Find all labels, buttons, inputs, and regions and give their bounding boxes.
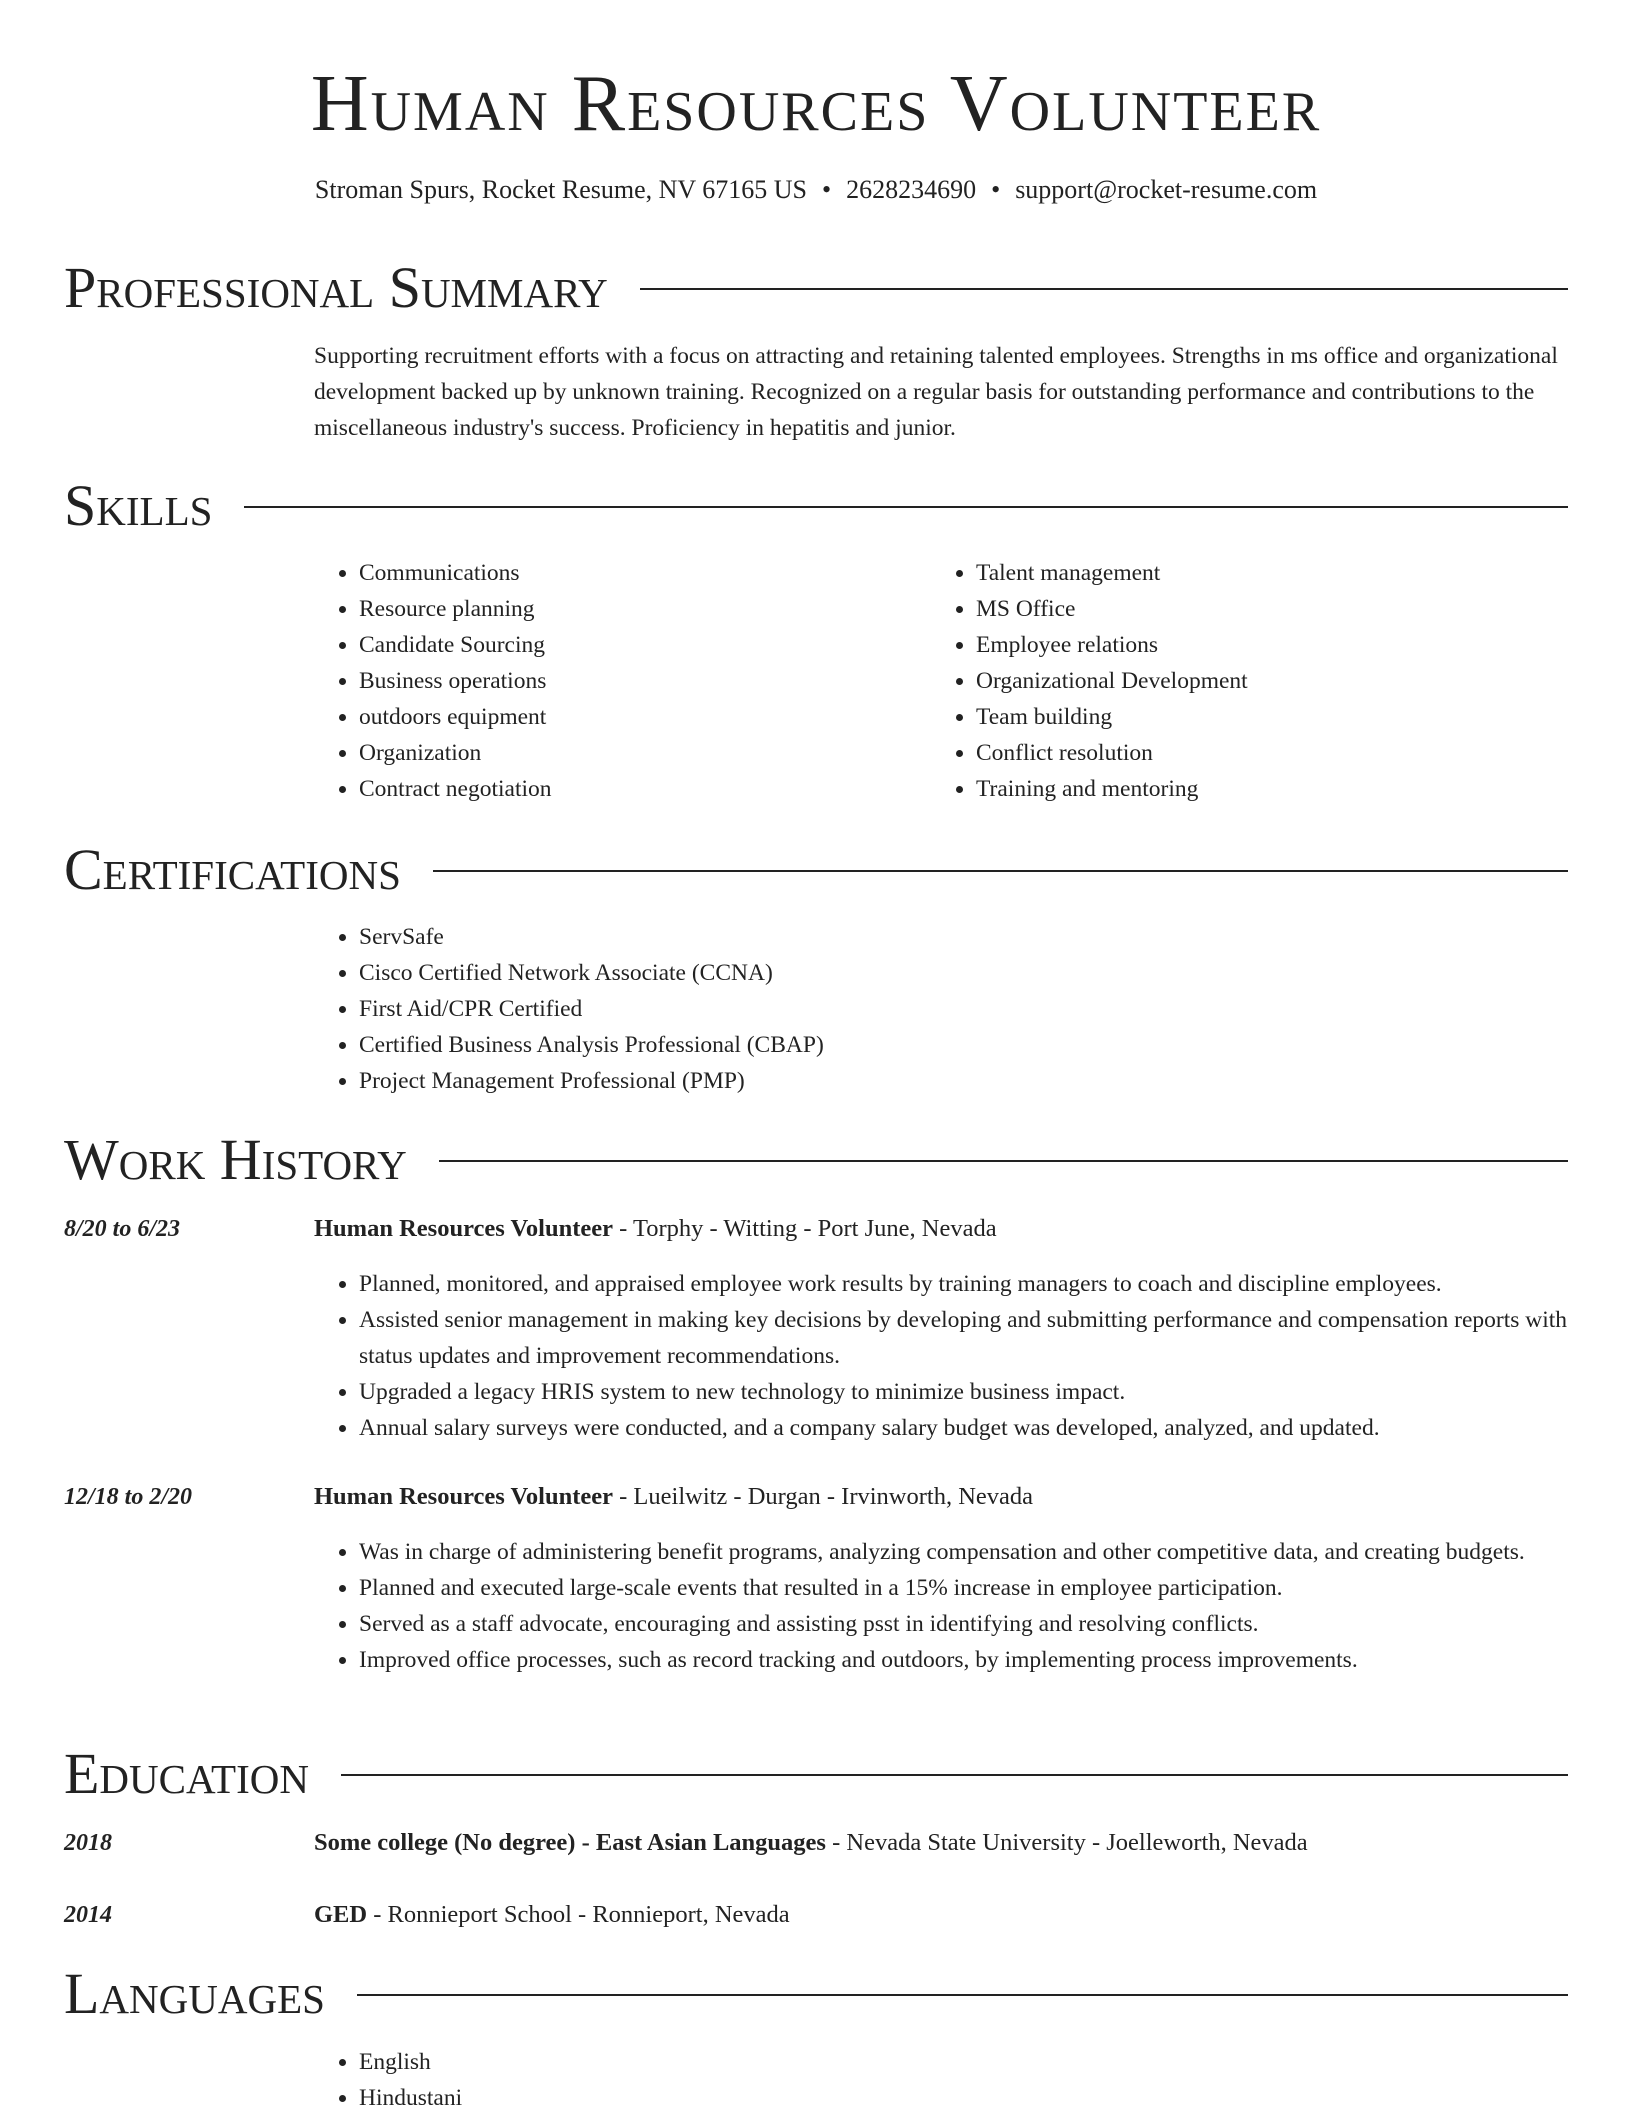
education-year: 2014 <box>64 1902 112 1928</box>
certifications-block <box>314 919 1568 1099</box>
skill-item: • Training and mentoring <box>976 771 1248 807</box>
skills-list-right <box>931 555 1248 807</box>
language-item: • English <box>359 2044 1568 2080</box>
section-divider <box>341 1774 1568 1776</box>
skill-item: • Resource planning <box>359 591 552 627</box>
section-divider <box>433 870 1568 872</box>
job-duties-block <box>314 1266 1568 1446</box>
job-title-line <box>314 1479 1568 1515</box>
languages-section-header <box>64 1961 1568 2026</box>
languages-heading: Languages <box>64 1961 325 2026</box>
education-line <box>314 1825 1568 1861</box>
job-duty-item: • Assisted senior management in making key decisions by developing and submitting performance and compensation reports with status updates and improvement recommendations. <box>359 1302 1568 1374</box>
section-divider <box>640 288 1568 290</box>
contact-separator: • <box>821 175 832 204</box>
job-duty-item: • Served as a staff advocate, encouraging and assisting psst in identifying and resolving conflicts. <box>359 1606 1568 1642</box>
education-heading: Education <box>64 1741 309 1806</box>
contact-line <box>0 173 1632 207</box>
skill-item: • Organization <box>359 735 552 771</box>
job-dates: 8/20 to 6/23 <box>64 1216 181 1242</box>
resume-name: Human Resources Volunteer <box>310 60 1322 148</box>
job-duty-item: • Annual salary surveys were conducted, and a company salary budget was developed, analyzed, and updated. <box>359 1410 1568 1446</box>
job-employer: - Torphy - Witting - Port June, Nevada <box>613 1215 997 1242</box>
job-title: Human Resources Volunteer <box>314 1483 614 1510</box>
job-duty-item: • Was in charge of administering benefit programs, analyzing compensation and other competitive data, and creating budgets. <box>359 1534 1568 1570</box>
job-duty-item: • Improved office processes, such as record tracking and outdoors, by implementing process improvements. <box>359 1642 1568 1678</box>
skill-item: • Candidate Sourcing <box>359 627 552 663</box>
skill-item: • Conflict resolution <box>976 735 1248 771</box>
education-school: - Ronnieport School - Ronnieport, Nevada <box>367 1901 790 1928</box>
skill-item: • Communications <box>359 555 552 591</box>
skill-item: • MS Office <box>976 591 1248 627</box>
education-school: - Nevada State University - Joelleworth, Nevada <box>825 1829 1308 1856</box>
skill-item: • outdoors equipment <box>359 699 552 735</box>
certification-item: • Cisco Certified Network Associate (CCNA) <box>359 955 1568 991</box>
job-title: Human Resources Volunteer <box>314 1215 614 1242</box>
job-duty-item: • Planned and executed large-scale events that resulted in a 15% increase in employee participation. <box>359 1570 1568 1606</box>
contact-phone: 2628234690 <box>846 175 977 204</box>
skill-item: • Business operations <box>359 663 552 699</box>
job-duty-item: • Upgraded a legacy HRIS system to new technology to minimize business impact. <box>359 1374 1568 1410</box>
certification-item: • ServSafe <box>359 919 1568 955</box>
certification-item: • First Aid/CPR Certified <box>359 991 1568 1027</box>
contact-email: support@rocket-resume.com <box>1015 175 1318 204</box>
skill-item: • Employee relations <box>976 627 1248 663</box>
job-employer: - Lueilwitz - Durgan - Irvinworth, Nevada <box>613 1483 1034 1510</box>
section-divider <box>357 1994 1568 1996</box>
certifications-section-header <box>64 837 1568 902</box>
education-degree: Some college (No degree) - East Asian Languages <box>314 1829 826 1856</box>
skills-list-left <box>314 555 552 807</box>
certifications-heading: Certifications <box>64 837 401 902</box>
skills-right-column <box>931 555 1248 807</box>
education-section-header <box>64 1741 1568 1806</box>
skill-item: • Contract negotiation <box>359 771 552 807</box>
certification-item: • Certified Business Analysis Professional (CBAP) <box>359 1027 1568 1063</box>
work-history-heading: Work History <box>64 1127 407 1192</box>
job-dates: 12/18 to 2/20 <box>64 1484 193 1510</box>
education-year: 2018 <box>64 1830 112 1856</box>
work-history-section-header <box>64 1127 1568 1192</box>
education-line <box>314 1897 1568 1933</box>
skill-item: • Team building <box>976 699 1248 735</box>
summary-heading: Professional Summary <box>64 255 608 320</box>
job-duties-list <box>314 1266 1568 1446</box>
contact-address: Stroman Spurs, Rocket Resume, NV 67165 US <box>314 175 807 204</box>
skills-section-header <box>64 473 1568 538</box>
skill-item: • Talent management <box>976 555 1248 591</box>
certifications-list <box>314 919 1568 1099</box>
certification-item: • Project Management Professional (PMP) <box>359 1063 1568 1099</box>
contact-separator: • <box>991 175 1001 204</box>
languages-block <box>314 2044 1568 2116</box>
summary-text: Supporting recruitment efforts with a focus on attracting and retaining talented employees. Strengths in ms office and organizational development backed up by unknown training. Recognized on a regular basis for outstanding performance and contributions to the miscellaneous industry's success. Proficiency in hepatitis and junior. <box>314 343 1558 441</box>
skill-item: • Organizational Development <box>976 663 1248 699</box>
skills-heading: Skills <box>64 473 213 538</box>
skills-left-column <box>314 555 552 807</box>
job-duties-list <box>314 1534 1568 1678</box>
language-item: • Hindustani <box>359 2080 1568 2116</box>
education-degree: GED <box>314 1901 368 1928</box>
languages-list <box>314 2044 1568 2116</box>
job-duties-block <box>314 1534 1568 1678</box>
section-divider <box>244 506 1568 508</box>
section-divider <box>439 1160 1568 1162</box>
job-title-line <box>314 1211 1568 1247</box>
job-duty-item: • Planned, monitored, and appraised employee work results by training managers to coach and discipline employees. <box>359 1266 1568 1302</box>
summary-section-header <box>64 255 1568 320</box>
